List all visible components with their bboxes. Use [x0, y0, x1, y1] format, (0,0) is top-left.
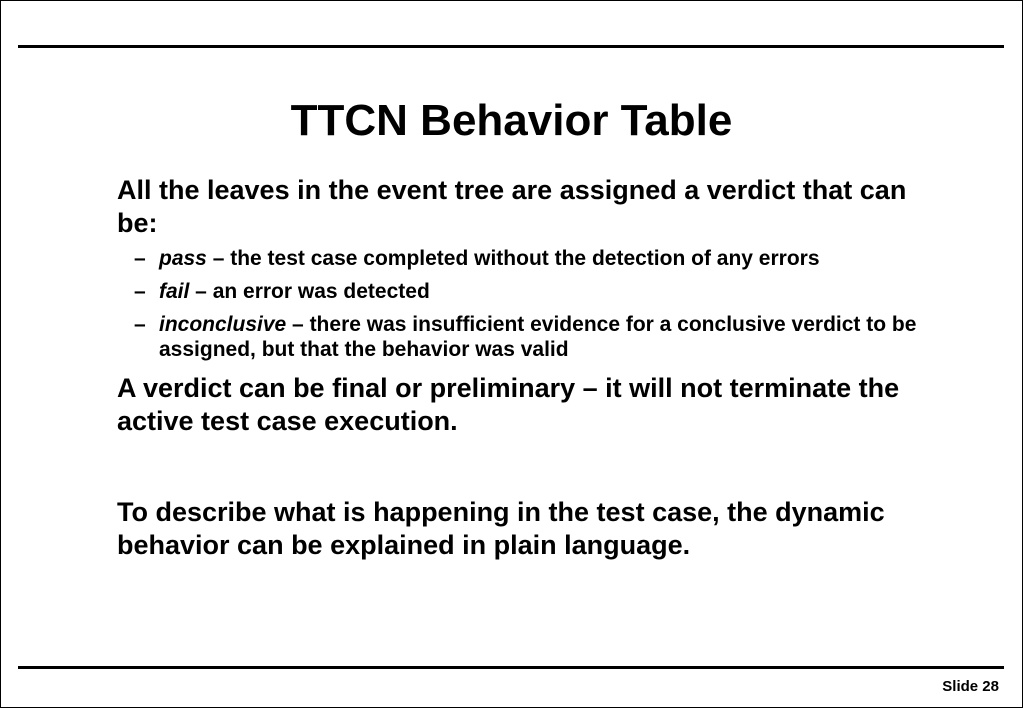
verdict-description: – there was insufficient evidence for a conclusive verdict to be assigned, but that the behavior was valid	[159, 313, 917, 361]
verdict-item-pass	[117, 246, 937, 271]
verdict-term: pass	[159, 247, 207, 270]
slide-number: Slide 28	[942, 678, 999, 695]
dash-bullet: –	[134, 313, 146, 336]
verdict-final-text: A verdict can be final or preliminary – it will not terminate the active test case execution.	[117, 373, 900, 436]
verdict-description: – the test case completed without the detection of any errors	[206, 247, 820, 270]
verdict-item-inconclusive	[117, 312, 937, 362]
top-rule	[18, 45, 1004, 48]
verdict-term: fail	[159, 280, 190, 303]
slide-title: TTCN Behavior Table	[290, 96, 733, 145]
verdict-item-fail	[117, 279, 937, 304]
dash-bullet: –	[134, 247, 146, 270]
bottom-rule	[18, 666, 1004, 669]
verdict-list	[117, 246, 937, 362]
verdict-term: inconclusive	[159, 313, 287, 336]
verdict-description: – an error was detected	[189, 280, 430, 303]
dash-bullet: –	[134, 280, 146, 303]
slide-body	[117, 174, 937, 562]
dynamic-behavior-text: To describe what is happening in the test case, the dynamic behavior can be explained in plain language.	[117, 497, 885, 560]
intro-text: All the leaves in the event tree are assigned a verdict that can be:	[117, 175, 907, 238]
